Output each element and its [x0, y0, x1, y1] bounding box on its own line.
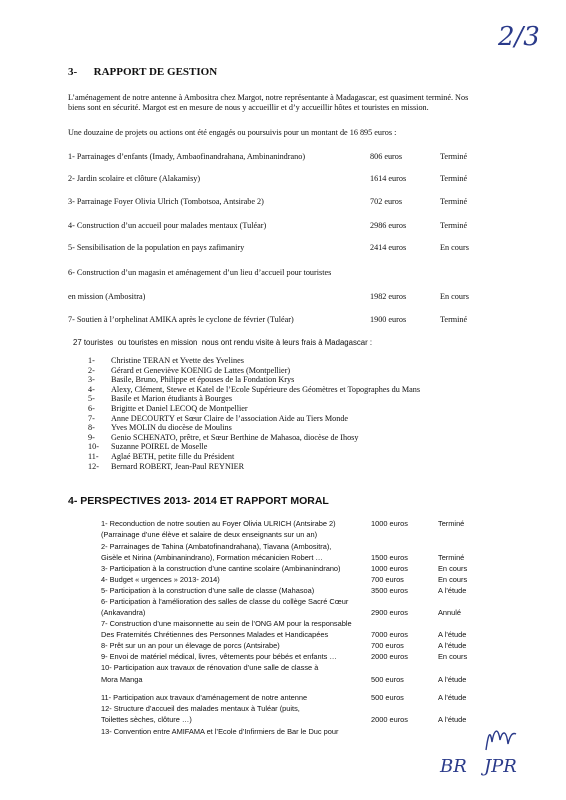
perspective-row-label: 9- Envoi de matériel médical, livres, vêtements pour bébés et enfants …: [101, 652, 337, 661]
project-row-amount: 806 euros: [370, 152, 403, 161]
perspective-row-label: 5- Participation à la construction d’une salle de classe (Mahasoa): [101, 586, 315, 595]
project-row-amount: 2414 euros: [370, 243, 407, 252]
perspective-row-status: A l’étude: [438, 693, 467, 702]
project-row-status: Terminé: [440, 221, 468, 230]
perspective-row-status: A l’étude: [438, 675, 467, 684]
project-row-label: 2- Jardin scolaire et clôture (Alakamisy): [68, 174, 201, 183]
perspective-row-label: 6- Participation à l’amélioration des salles de classe du collège Sacré Cœur: [101, 597, 349, 606]
perspective-row-status: Terminé: [438, 553, 465, 562]
list-item: 5- Basile et Marion étudiants à Bourges: [88, 394, 233, 404]
perspective-row-label: 10- Participation aux travaux de rénovation d’une salle de classe à: [101, 663, 319, 672]
project-row-status: Terminé: [440, 174, 468, 183]
perspective-row-label: 13- Convention entre AMIFAMA et l’Ecole d’Infirmiers de Bar le Duc pour: [101, 727, 339, 736]
project-row-amount: 1614 euros: [370, 174, 407, 183]
list-item: 11- Aglaé BETH, petite fille du Président: [88, 451, 235, 461]
list-item: 10- Suzanne POIREL de Moselle: [88, 442, 208, 452]
perspective-row-amount: 2000 euros: [371, 715, 408, 724]
perspective-row-amount: 700 euros: [371, 575, 404, 584]
perspective-row-amount: 1000 euros: [371, 564, 408, 573]
perspective-row-status: A l’étude: [438, 630, 467, 639]
perspective-row-amount: 2000 euros: [371, 652, 408, 661]
perspective-row-amount: 1000 euros: [371, 519, 408, 528]
perspective-row-amount: 500 euros: [371, 675, 404, 684]
project-row-label: 1- Parrainages d’enfants (Imady, Ambaofinandrahana, Ambinanindrano): [68, 152, 306, 161]
perspective-row-status: Terminé: [438, 519, 465, 528]
project-row-status: Terminé: [440, 197, 468, 206]
list-item: 1- Christine TERAN et Yvette des Yvelines: [88, 356, 244, 365]
list-item: 8- Yves MOLIN du diocèse de Moulins: [88, 423, 232, 433]
visitors-list: [88, 356, 420, 471]
list-item: 9- Genio SCHENATO, prêtre, et Sœur Berthine de Mahasoa, diocèse de Ihosy: [88, 432, 359, 442]
project-row-label: 7- Soutien à l’orphelinat AMIKA après le cyclone de février (Tuléar): [68, 315, 294, 324]
perspective-row-amount: 3500 euros: [371, 586, 408, 595]
project-row-amount: 702 euros: [370, 197, 403, 206]
perspective-row-amount: 1500 euros: [371, 553, 408, 562]
projects-intro: Une douzaine de projets ou actions ont été engagés ou poursuivis pour un montant de 16 895 euros :: [68, 128, 397, 137]
project-row-status: Terminé: [440, 152, 468, 161]
perspective-row-label: 2- Parrainages de Tahina (Ambatofinandrahana), Tiavana (Ambositra),: [101, 542, 332, 551]
signature-mark: [482, 722, 522, 754]
perspective-row-label: 1- Reconduction de notre soutien au Foyer Olivia ULRICH (Antsirabe 2): [101, 519, 336, 528]
handwritten-initials: BR JPR: [440, 756, 517, 777]
project-row-status: Terminé: [440, 315, 468, 324]
section-3-intro-line-1: L’aménagement de notre antenne à Ambositra chez Margot, notre représentante à Madagascar, est quasiment terminé. Nos: [68, 93, 469, 102]
project-row-label: en mission (Ambositra): [68, 292, 146, 301]
perspective-row-status: A l’étude: [438, 715, 467, 724]
perspective-row-amount: 700 euros: [371, 641, 404, 650]
perspective-row-label: Gisèle et Nirina (Ambinanindrano), Formation mécanicien Robert …: [101, 553, 323, 562]
section-4-title: 4- PERSPECTIVES 2013- 2014 ET RAPPORT MORAL: [68, 495, 329, 507]
section-3-title: 3- RAPPORT DE GESTION: [68, 66, 218, 78]
perspective-row-label: 12- Structure d’accueil des malades mentaux à Tuléar (puits,: [101, 704, 300, 713]
perspective-row-label: Toilettes sèches, clôture …): [101, 715, 192, 724]
perspective-row-label: Des Fraternités Chrétiennes des Personnes Malades et Handicapées: [101, 630, 329, 639]
perspective-row-label: (Parrainage d’une élève et salaire de deux enseignants sur un an): [101, 530, 318, 539]
project-row-amount: 2986 euros: [370, 221, 407, 230]
project-row-label: 5- Sensibilisation de la population en pays zafimaniry: [68, 243, 245, 252]
project-row-label: 6- Construction d’un magasin et aménagement d’un lieu d’accueil pour touristes: [68, 268, 332, 277]
perspective-row-status: A l’étude: [438, 586, 467, 595]
project-row-label: 3- Parrainage Foyer Olivia Ulrich (Tombotsoa, Antsirabe 2): [68, 197, 264, 206]
list-item: 6- Brigitte et Daniel LECOQ de Montpellier: [88, 403, 248, 413]
perspective-row-label: 11- Participation aux travaux d’aménagement de notre antenne: [101, 693, 308, 702]
perspective-row-status: Annulé: [438, 608, 462, 617]
perspective-row-status: En cours: [438, 575, 468, 584]
perspective-row-status: A l’étude: [438, 641, 467, 650]
perspective-row-amount: 2900 euros: [371, 608, 408, 617]
list-item: 7- Anne DECOURTY et Sœur Claire de l’association Aide au Tiers Monde: [88, 413, 349, 423]
perspective-row-label: (Ankavandra): [101, 608, 146, 617]
perspective-row-amount: 500 euros: [371, 693, 404, 702]
perspective-row-label: 4- Budget « urgences » 2013- 2014): [101, 575, 220, 584]
perspective-row-label: Mora Manga: [101, 675, 143, 684]
project-row-amount: 1900 euros: [370, 315, 407, 324]
project-row-status: En cours: [440, 243, 469, 252]
list-item: 3- Basile, Bruno, Philippe et épouses de la Fondation Krys: [88, 375, 295, 385]
page-number-handwritten: 2/3: [498, 22, 540, 52]
visitors-intro: 27 touristes ou touristes en mission nous ont rendu visite à leurs frais à Madagascar :: [73, 338, 373, 347]
project-row-label: 4- Construction d’un accueil pour malades mentaux (Tuléar): [68, 221, 267, 230]
project-row-status: En cours: [440, 292, 469, 301]
perspective-row-amount: 7000 euros: [371, 630, 408, 639]
project-row-amount: 1982 euros: [370, 292, 407, 301]
list-item: 12- Bernard ROBERT, Jean-Paul REYNIER: [88, 461, 245, 471]
list-item: 2- Gérard et Geneviève KOENIG de Lattes (Montpellier): [88, 365, 291, 375]
list-item: 4- Alexy, Clément, Stewe et Katel de l’Ecole Supérieure des Géomètres et Topographes du Mans: [88, 384, 421, 394]
perspective-row-status: En cours: [438, 652, 468, 661]
perspective-row-label: 8- Prêt sur un an pour un élevage de porcs (Antsirabe): [101, 641, 280, 650]
perspective-row-label: 3- Participation à la construction d’une cantine scolaire (Ambinanindrano): [101, 564, 341, 573]
section-3-intro-line-2: biens sont en sécurité. Margot est en mesure de nous y accueillir et d’y accueillir hôtes et touristes en mission.: [68, 103, 429, 112]
perspective-row-status: En cours: [438, 564, 468, 573]
perspective-row-label: 7- Construction d’une maisonnette au sein de l’ONG AM pour la responsable: [101, 619, 352, 628]
